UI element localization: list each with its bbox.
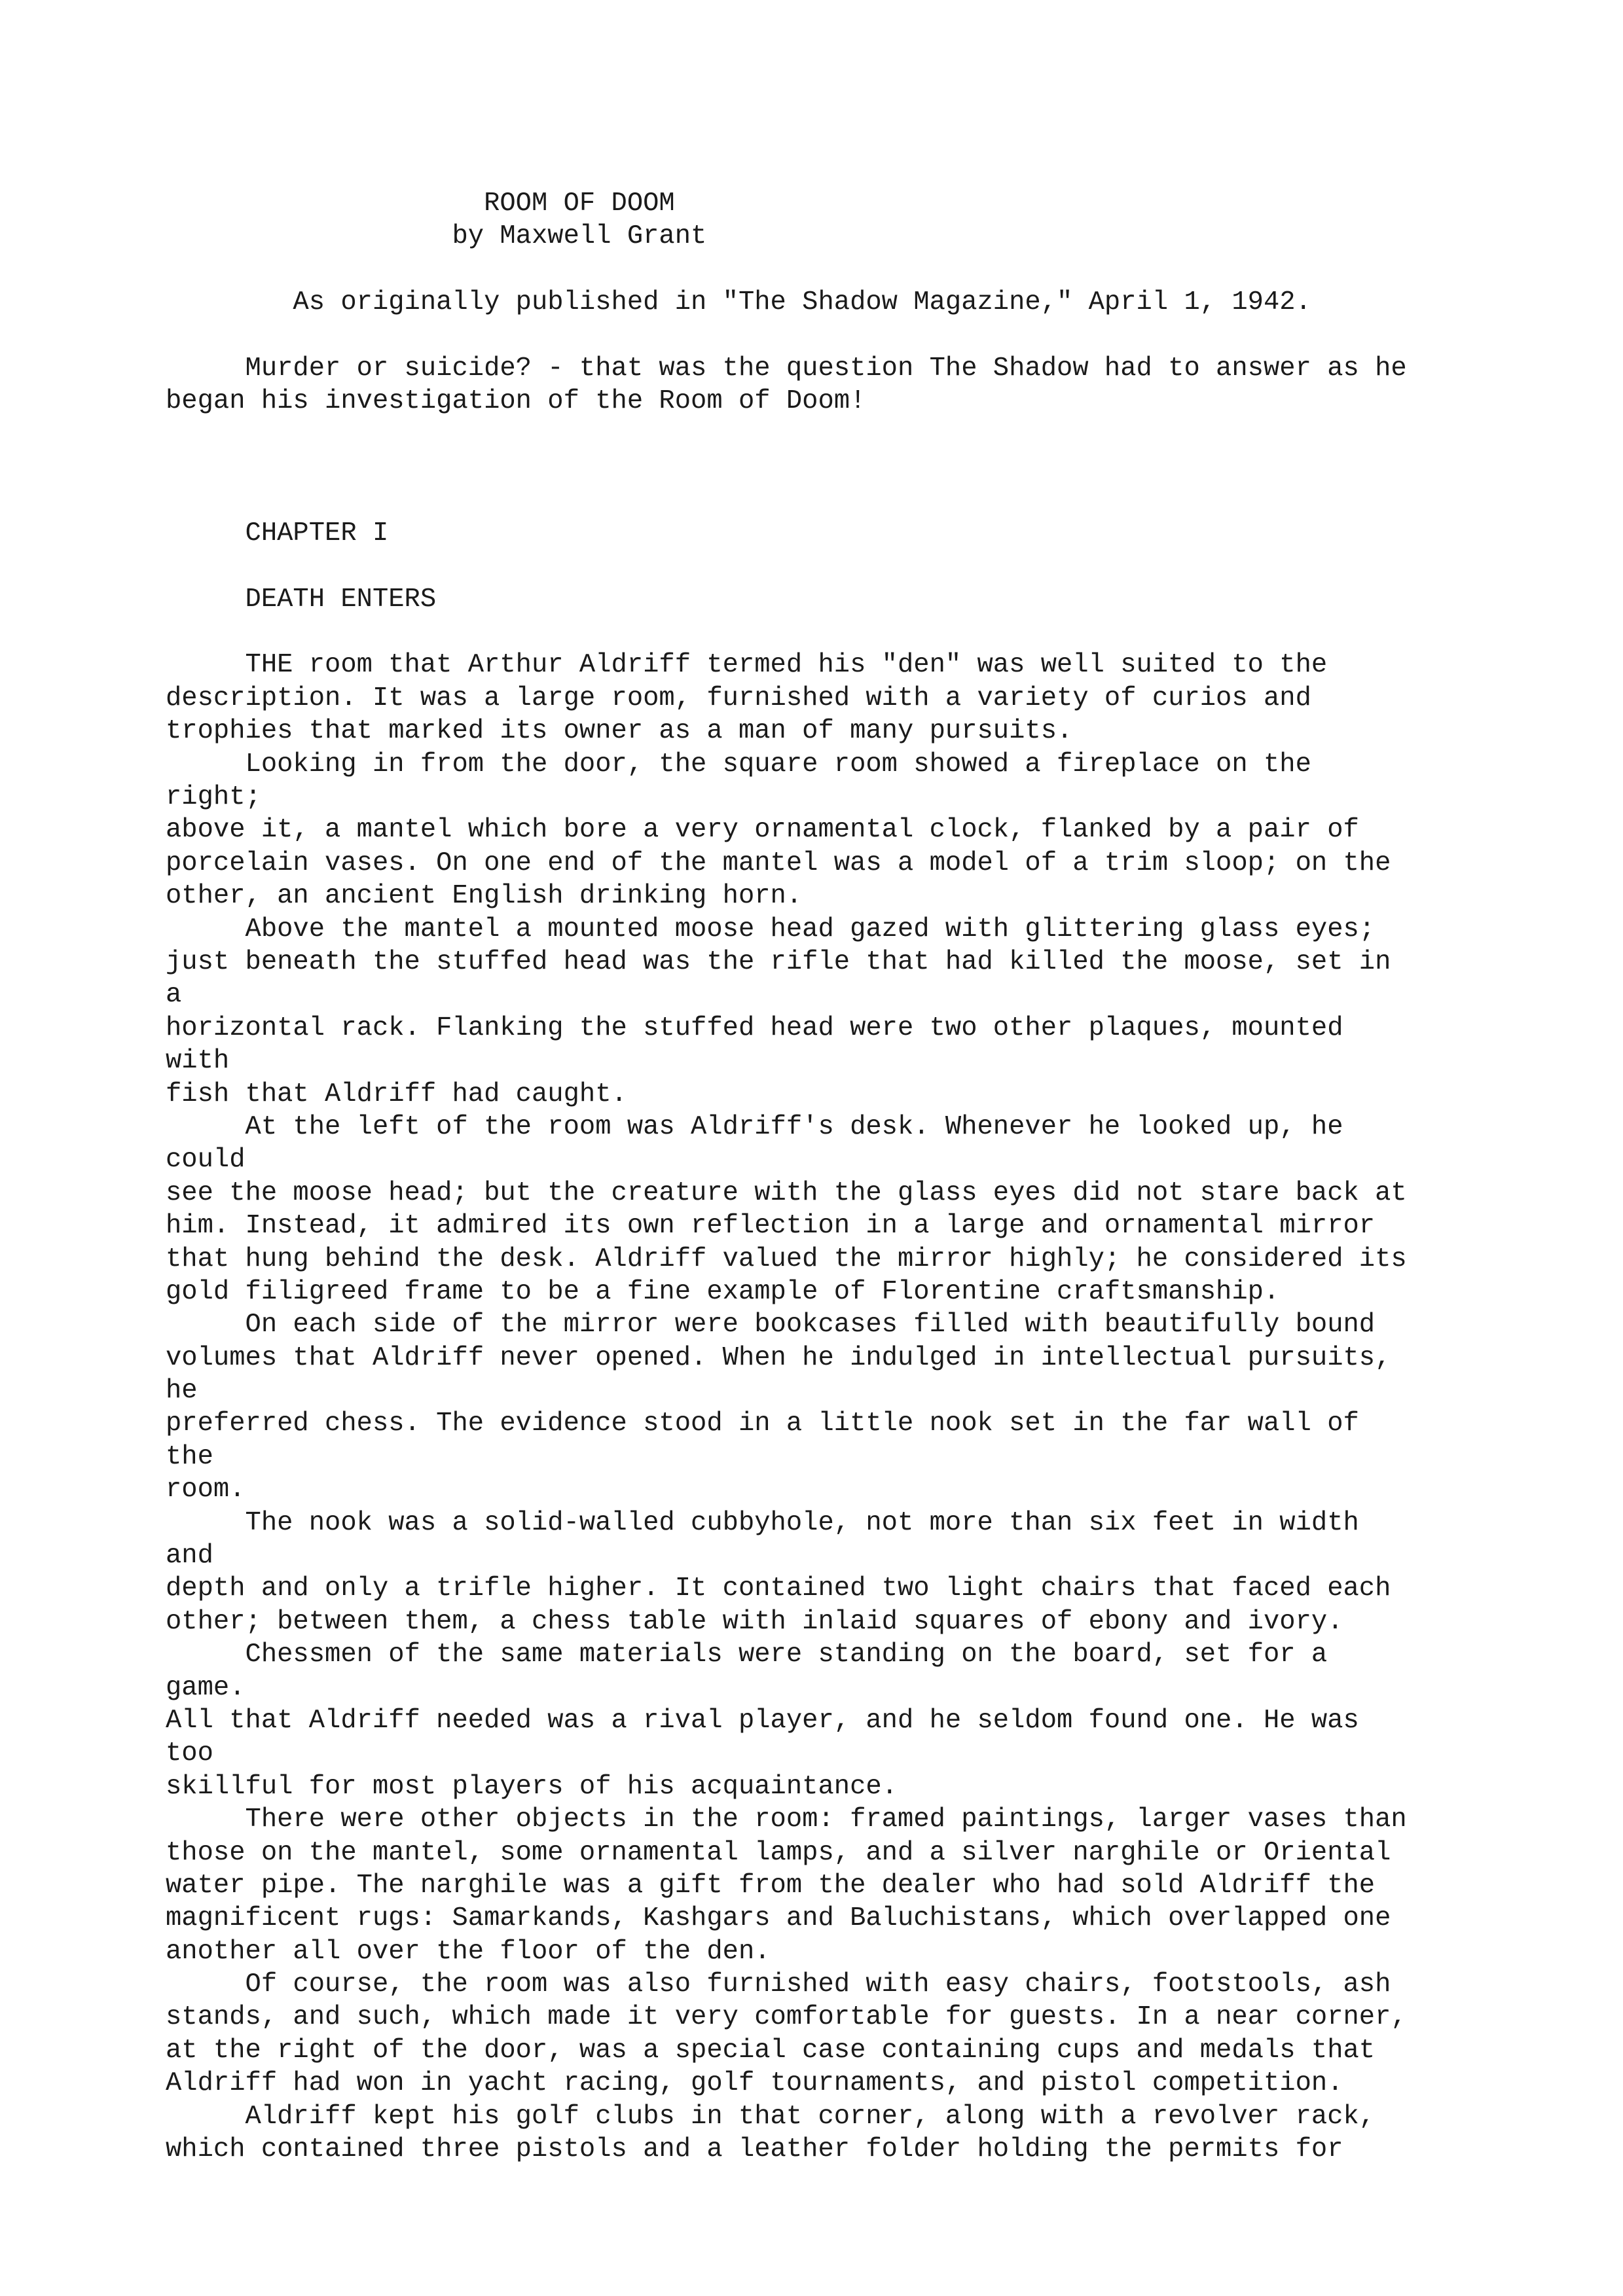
text-line: Looking in from the door, the square room showed a fireplace on the <box>166 749 1311 780</box>
text-line: On each side of the mirror were bookcases filled with beautifully bound <box>166 1310 1376 1340</box>
text-line: Above the mantel a mounted moose head gazed with glittering glass eyes; <box>166 914 1376 944</box>
text-line: a <box>166 980 182 1011</box>
text-line: right; <box>166 782 261 813</box>
text-line <box>166 550 1407 583</box>
text-line: Chessmen of the same materials were standing on the board, set for a <box>166 1640 1328 1670</box>
text-line: game. <box>166 1672 246 1703</box>
text-line: other, an ancient English drinking horn. <box>166 881 803 912</box>
text-line: depth and only a trifle higher. It contained two light chairs that faced each <box>166 1573 1391 1604</box>
text-line: the <box>166 1441 213 1472</box>
text-line: volumes that Aldriff never opened. When he indulged in intellectual pursuits, <box>166 1342 1391 1373</box>
text-line: Aldriff kept his golf clubs in that corner, along with a revolver rack, <box>166 2101 1376 2132</box>
text-line: room. <box>166 1475 246 1505</box>
text-line: that hung behind the desk. Aldriff valued the mirror highly; he considered its <box>166 1244 1407 1274</box>
text-line: description. It was a large room, furnished with a variety of curios and <box>166 683 1311 713</box>
text-line: ROOM OF DOOM <box>166 188 675 219</box>
text-line: just beneath the stuffed head was the rifle that had killed the moose, set in <box>166 946 1391 977</box>
text-line: other; between them, a chess table with inlaid squares of ebony and ivory. <box>166 1606 1343 1637</box>
text-line: Of course, the room was also furnished with easy chairs, footstools, ash <box>166 1969 1391 2000</box>
text-line: another all over the floor of the den. <box>166 1936 771 1967</box>
text-line: he <box>166 1376 198 1407</box>
text-line: fish that Aldriff had caught. <box>166 1079 627 1109</box>
text-line: by Maxwell Grant <box>166 221 707 252</box>
text-line: There were other objects in the room: framed paintings, larger vases than <box>166 1804 1407 1835</box>
text-line <box>166 616 1407 649</box>
text-line: and <box>166 1541 213 1571</box>
text-line: trophies that marked its owner as a man of many pursuits. <box>166 716 1073 747</box>
text-line: him. Instead, it admired its own reflection in a large and ornamental mirror <box>166 1211 1376 1242</box>
text-line: stands, and such, which made it very comfortable for guests. In a near corner, <box>166 2002 1407 2033</box>
text-line: above it, a mantel which bore a very ornamental clock, flanked by a pair of <box>166 815 1359 846</box>
text-line: could <box>166 1145 246 1175</box>
text-line: CHAPTER I <box>166 518 389 548</box>
text-line: DEATH ENTERS <box>166 584 437 615</box>
text-line <box>166 319 1407 352</box>
text-line: gold filigreed frame to be a fine example of Florentine craftsmanship. <box>166 1276 1280 1307</box>
text-line <box>166 418 1407 451</box>
text-line <box>166 451 1407 484</box>
text-line: with <box>166 1046 230 1077</box>
text-line: which contained three pistols and a leather folder holding the permits for <box>166 2134 1343 2165</box>
text-line: The nook was a solid-walled cubbyhole, not more than six feet in width <box>166 1507 1359 1538</box>
text-line: horizontal rack. Flanking the stuffed head were two other plaques, mounted <box>166 1013 1343 1043</box>
text-line: skillful for most players of his acquaintance. <box>166 1771 898 1802</box>
text-line: As originally published in "The Shadow Magazine," April 1, 1942. <box>166 287 1311 318</box>
text-line: at the right of the door, was a special case containing cups and medals that <box>166 2035 1376 2066</box>
document-body <box>166 187 1407 2166</box>
text-line: THE room that Arthur Aldriff termed his "den" was well suited to the <box>166 650 1328 681</box>
text-line: water pipe. The narghile was a gift from the dealer who had sold Aldriff the <box>166 1870 1376 1901</box>
text-line: preferred chess. The evidence stood in a little nook set in the far wall of <box>166 1408 1359 1439</box>
text-line: began his investigation of the Room of Doom! <box>166 386 866 417</box>
text-line: those on the mantel, some ornamental lamps, and a silver narghile or Oriental <box>166 1837 1391 1868</box>
text-line: At the left of the room was Aldriff's desk. Whenever he looked up, he <box>166 1111 1343 1142</box>
text-line: too <box>166 1738 213 1769</box>
text-line: Aldriff had won in yacht racing, golf tournaments, and pistol competition. <box>166 2068 1343 2099</box>
text-line: magnificent rugs: Samarkands, Kashgars and Baluchistans, which overlapped one <box>166 1903 1391 1934</box>
text-line: Murder or suicide? - that was the question The Shadow had to answer as he <box>166 353 1407 384</box>
text-line: All that Aldriff needed was a rival player, and he seldom found one. He was <box>166 1705 1359 1736</box>
text-line <box>166 484 1407 517</box>
text-line <box>166 253 1407 286</box>
text-line: porcelain vases. On one end of the mantel was a model of a trim sloop; on the <box>166 848 1391 878</box>
text-line: see the moose head; but the creature with the glass eyes did not stare back at <box>166 1177 1407 1208</box>
